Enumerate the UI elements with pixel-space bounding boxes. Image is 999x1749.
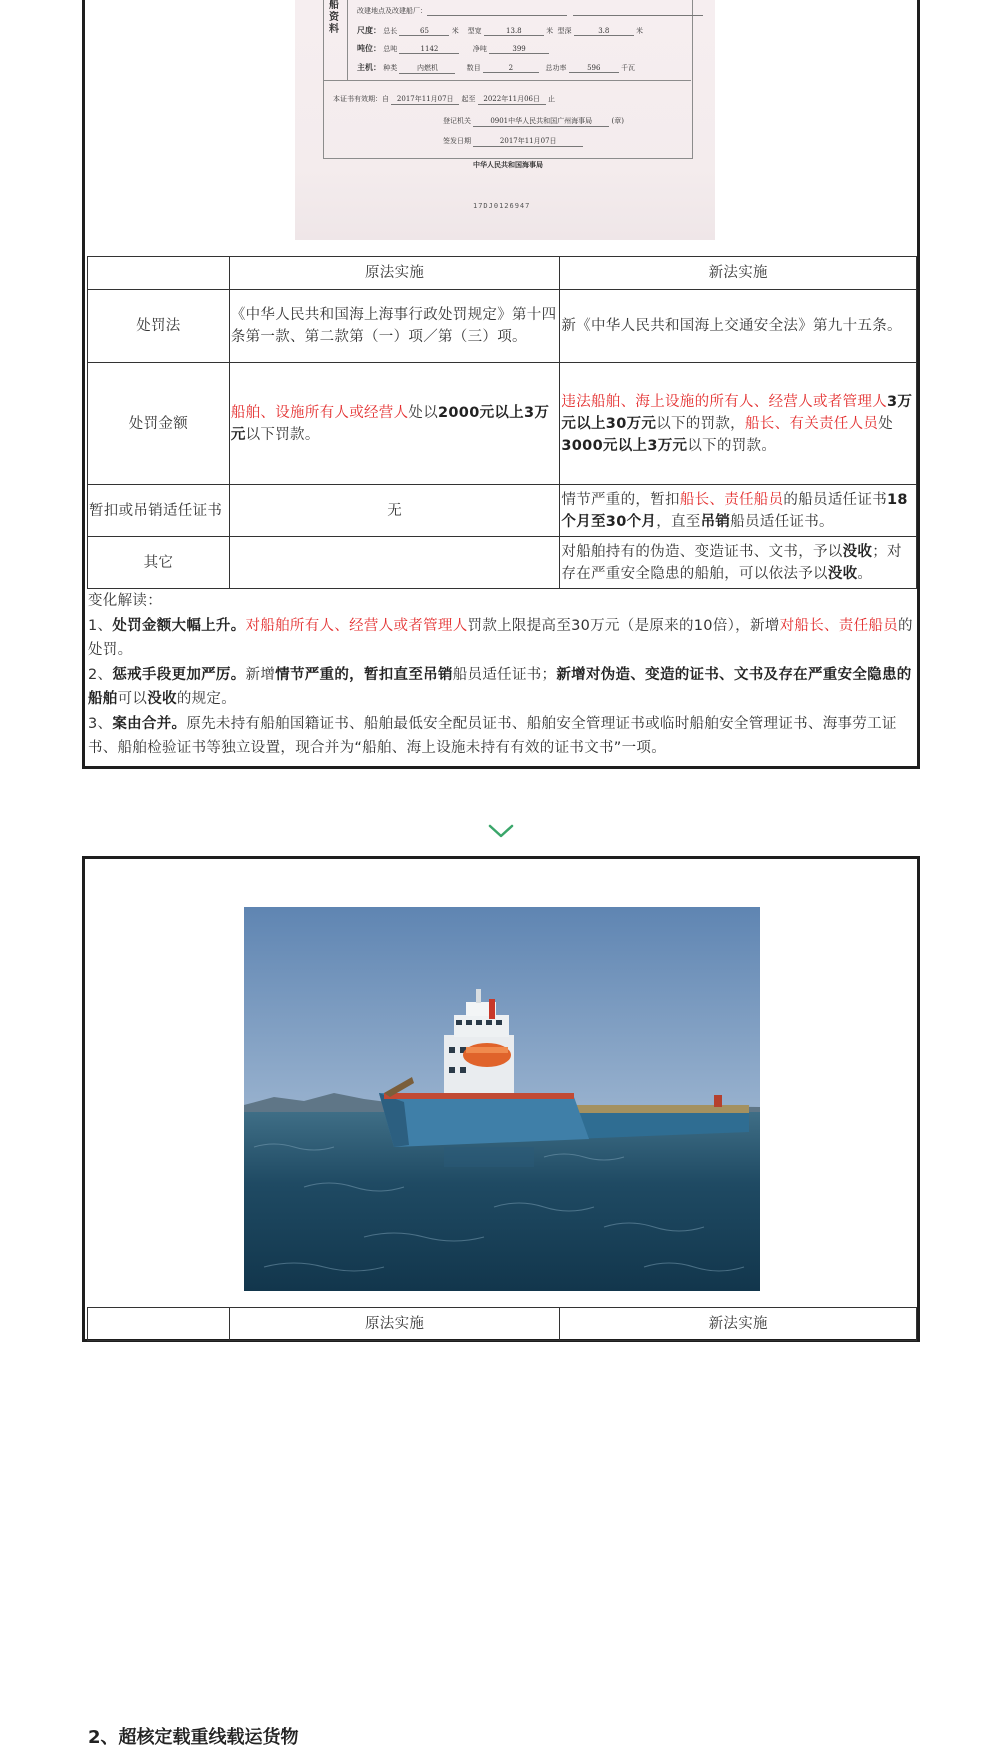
row-label: 其它 (88, 537, 230, 589)
notes-title: 变化解读： (88, 593, 162, 609)
new-cell: 违法船舶、海上设施的所有人、经营人或者管理人3万元以上30万元以下的罚款，船长、有关责任人员处3000元以上3万元以下的罚款。 (560, 363, 917, 485)
header-new-law: 新法实施 (560, 257, 917, 290)
row-label: 处罚法 (88, 290, 230, 363)
header-old-law: 原法实施 (229, 1308, 560, 1341)
cert-serial: 17DJ0126947 (473, 202, 531, 210)
new-cell: 情节严重的，暂扣船长、责任船员的船员适任证书18个月至30个月，直至吊销船员适任证书。 (560, 485, 917, 537)
certificate-photo: 船资料 改建地点及改建船厂： 尺度： 总长 65 米 型宽 13.8 米 型深 3.8 米 吨位： 总吨 1142 净吨 399 主机： 种类 内燃机 数目 2 总功率 596 千瓦 本证书有效期：自 2017年11月07日 起至 2022年11月06日 止 登记机关 0901中华人民共和国广州海事局 (章) 签发日期 2017年11月07日 中华人民共和国海事局 17DJ0126947 (295, 0, 715, 240)
old-cell: 无 (229, 485, 560, 537)
old-cell: 船舶、设施所有人或经营人处以2000元以上3万元以下罚款。 (229, 363, 560, 485)
new-cell: 新《中华人民共和国海上交通安全法》第九十五条。 (560, 290, 917, 363)
section-2-card (82, 856, 920, 1748)
cargo-ship-photo (244, 907, 760, 1291)
header-new-law: 新法实施 (560, 1308, 917, 1341)
header-old-law: 原法实施 (229, 257, 560, 290)
note-3: 3、案由合并。原先未持有船舶国籍证书、船舶最低安全配员证书、船舶安全管理证书或临时船舶安全管理证书、海事劳工证书、船舶检验证书等独立设置，现合并为“船舶、海上设施未持有有效的证书文书”一项。 (88, 715, 897, 756)
row-label: 处罚金额 (88, 363, 230, 485)
table-row (88, 537, 917, 589)
note-1: 1、处罚金额大幅上升。对船舶所有人、经营人或者管理人罚款上限提高至30万元（是原来的10倍），新增对船长、责任船员的处罚。 (88, 617, 913, 658)
chevron-down-icon (487, 822, 515, 840)
old-cell (229, 537, 560, 589)
table-corner (88, 1308, 230, 1341)
comparison-table-2 (87, 1307, 917, 1341)
cert-side-label: 船资料 (329, 0, 339, 35)
cert-issuer: 中华人民共和国海事局 (473, 160, 543, 169)
comparison-table-1 (87, 256, 917, 589)
old-cell: 《中华人民共和国海上海事行政处罚规定》第十四条第一款、第二款第（一）项／第（三）项。 (229, 290, 560, 363)
section-2-title: 2、超核定载重线载运货物 (88, 1727, 299, 1748)
table-corner (88, 257, 230, 290)
table-row (88, 363, 917, 485)
note-2: 2、惩戒手段更加严厉。新增情节严重的，暂扣直至吊销船员适任证书；新增对伪造、变造的证书、文书及存在严重安全隐患的船舶可以没收的规定。 (88, 666, 912, 707)
new-cell: 对船舶持有的伪造、变造证书、文书，予以没收；对存在严重安全隐患的船舶，可以依法予以没收。 (560, 537, 917, 589)
table-row (88, 290, 917, 363)
change-notes (88, 589, 916, 761)
row-label: 暂扣或吊销适任证书 (88, 485, 230, 537)
table-row (88, 485, 917, 537)
section-1-card (82, 0, 920, 769)
